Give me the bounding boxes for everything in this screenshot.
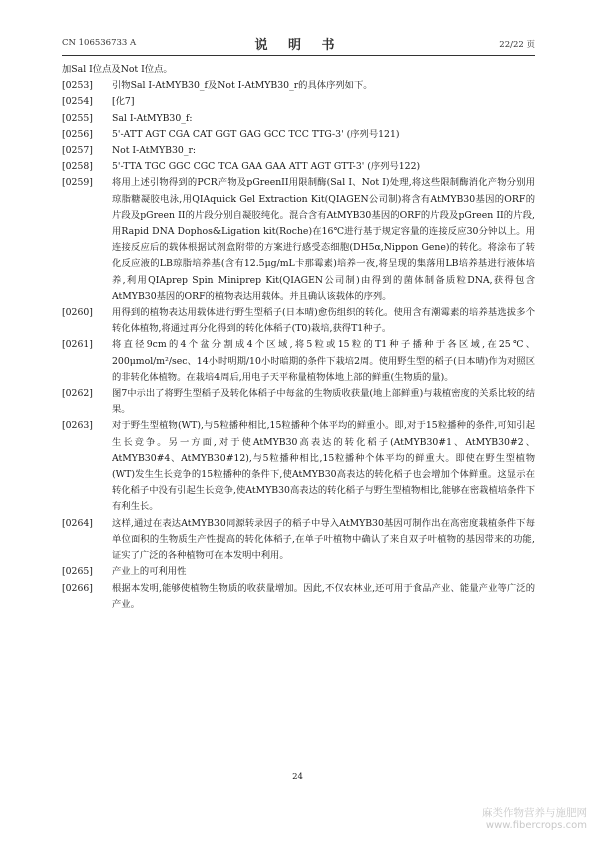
intro-line: 加Sal I位点及Not I位点。 bbox=[62, 64, 173, 75]
paragraph-text: 将直径9cm的4个盆分割成4个区域,将5粒或15粒的T1种子播种于各区域,在25℃、200μmol/m²/sec、14小时明期/10小时暗期的条件下栽培2周。使用野生型的稻子(日本晴)作为对照区的非转化体植物。在栽培4周后,用电子天平称量植物体地上部的鲜重(生物质的量)。 bbox=[112, 339, 535, 383]
paragraph-text: 这样,通过在表达AtMYB30同源转录因子的稻子中导入AtMYB30基因可制作出在高密度栽植条件下每单位面积的生物质生产性提高的转化体稻子,在单子叶植物中确认了来自双子叶植物的基因带来的功能,证实了广泛的各种植物可在本发明中利用。 bbox=[112, 517, 535, 562]
page-number: 24 bbox=[292, 772, 303, 782]
paragraph-text: Sal I-AtMYB30_f: bbox=[112, 112, 193, 124]
paragraph-number: [0256] bbox=[62, 128, 93, 140]
paragraph-number: [0259] bbox=[62, 177, 93, 189]
paragraph-text: Not I-AtMYB30_r: bbox=[112, 145, 197, 157]
paragraph-0261 bbox=[62, 337, 535, 386]
watermark bbox=[482, 805, 587, 831]
paragraph-text: 对于野生型植物(WT),与5粒播种相比,15粒播种个体平均的鲜重小。即,对于15粒播种的条件,可知引起生长竞争。另一方面,对于使AtMYB30高表达的转化稻子(AtMYB30#1、AtMYB30#2、AtMYB30#4、AtMYB30#12),与5粒播种相比,15粒播种个体平均的鲜重大。即使在野生型植物(WT)发生生长竞争的15粒播种的条件下,使AtMYB30高表达的转化稻子也会增加个体鲜重。这显示在转化稻子中没有引起生长竞争,使AtMYB30高表达的转化稻子与野生型植物相比,能够在密栽植培条件下有利生长。 bbox=[112, 420, 535, 513]
paragraph-number: [0258] bbox=[62, 161, 93, 173]
paragraph-text: 图7中示出了将野生型稻子及转化体稻子中每盆的生物质收获量(地上部鲜重)与栽植密度的关系比较的结果。 bbox=[112, 388, 535, 416]
paragraph-0259 bbox=[62, 175, 535, 305]
watermark-line-1: 麻类作物营养与施肥网 bbox=[482, 807, 587, 819]
document-number: CN 106536733 A bbox=[62, 38, 137, 48]
watermark-line-2: www.fibercrops.com bbox=[485, 820, 587, 831]
paragraph-0266 bbox=[62, 581, 535, 613]
paragraph-text: 用得到的植物表达用载体进行野生型稻子(日本晴)愈伤组织的转化。使用含有潮霉素的培养基选拔多个转化体植物,将通过再分化得到的转化体稻子(T0)栽培,获得T1种子。 bbox=[112, 307, 535, 335]
paragraph-number: [0255] bbox=[62, 112, 93, 124]
paragraph-0256 bbox=[62, 127, 535, 143]
paragraph-number: [0253] bbox=[62, 80, 93, 92]
primer-sequence-reverse: 5'-TTA TGC GGC CGC TCA GAA GAA ATT AGT GTT-3' (序列号122) bbox=[112, 161, 421, 173]
paragraph-number: [0262] bbox=[62, 388, 93, 400]
paragraph-number: [0263] bbox=[62, 420, 93, 432]
paragraph-0263 bbox=[62, 418, 535, 515]
section-heading: 产业上的可利用性 bbox=[112, 566, 187, 578]
paragraph-0264 bbox=[62, 516, 535, 565]
paragraph-0258 bbox=[62, 159, 535, 175]
document-title: 说 明 书 bbox=[254, 38, 343, 53]
document-body bbox=[62, 62, 535, 613]
paragraph-number: [0257] bbox=[62, 145, 93, 157]
paragraph-0254 bbox=[62, 94, 535, 110]
paragraph-text: 将用上述引物得到的PCR产物及pGreenII用限制酶(Sal I、Not I)处理,将这些限制酶消化产物分别用琼脂糖凝胶电泳,用QIAquick Gel Extraction Kit(QIAGEN公司制)将含有AtMYB30基因的ORF的片段及pGreen II的片段分别自凝胶纯化。混合含有AtMYB30基因的ORF的片段及pGreen II的片段,用Rapid DNA Dophos&Ligation kit(Roche)在16℃进行基于规定容量的连接反应30分钟以上。用连接反应后的载体根据试剂盒附带的方案进行感受态细胞(DH5α,Nippon Gene)的转化。将涂布了转化反应液的LB琼脂培养基(含有12.5μg/mL卡那霉素)培养一夜,将呈现的集落用LB培养基进行液体培养,利用QIAprep Spin Miniprep Kit(QIAGEN公司制)由得到的菌体制备质粒DNA,获得包含AtMYB30基因的ORF的植物表达用载体。并且确认该载体的序列。 bbox=[112, 177, 535, 302]
paragraph-number: [0261] bbox=[62, 339, 93, 351]
primer-sequence-forward: 5'-ATT AGT CGA CAT GGT GAG GCC TCC TTG-3' (序列号121) bbox=[112, 128, 400, 140]
paragraph-0260 bbox=[62, 305, 535, 337]
paragraph-text: 引物Sal I-AtMYB30_f及Not I-AtMYB30_r的具体序列如下。 bbox=[112, 80, 373, 92]
header-divider bbox=[62, 55, 535, 56]
paragraph-0265 bbox=[62, 564, 535, 580]
paragraph-number: [0266] bbox=[62, 582, 93, 594]
page-header bbox=[62, 34, 535, 52]
paragraph-number: [0254] bbox=[62, 96, 93, 108]
paragraph-number: [0260] bbox=[62, 307, 93, 319]
paragraph-number: [0264] bbox=[62, 517, 93, 529]
paragraph-0253 bbox=[62, 78, 535, 94]
paragraph-number: [0265] bbox=[62, 566, 93, 578]
page-of-total: 22/22 页 bbox=[499, 40, 535, 50]
paragraph-text: [化7] bbox=[112, 96, 135, 108]
paragraph-0257 bbox=[62, 143, 535, 159]
paragraph-0255 bbox=[62, 111, 535, 127]
paragraph-text: 根据本发明,能够使植物生物质的收获量增加。因此,不仅农林业,还可用于食品产业、能量产业等广泛的产业。 bbox=[112, 582, 535, 610]
paragraph-0262 bbox=[62, 386, 535, 418]
